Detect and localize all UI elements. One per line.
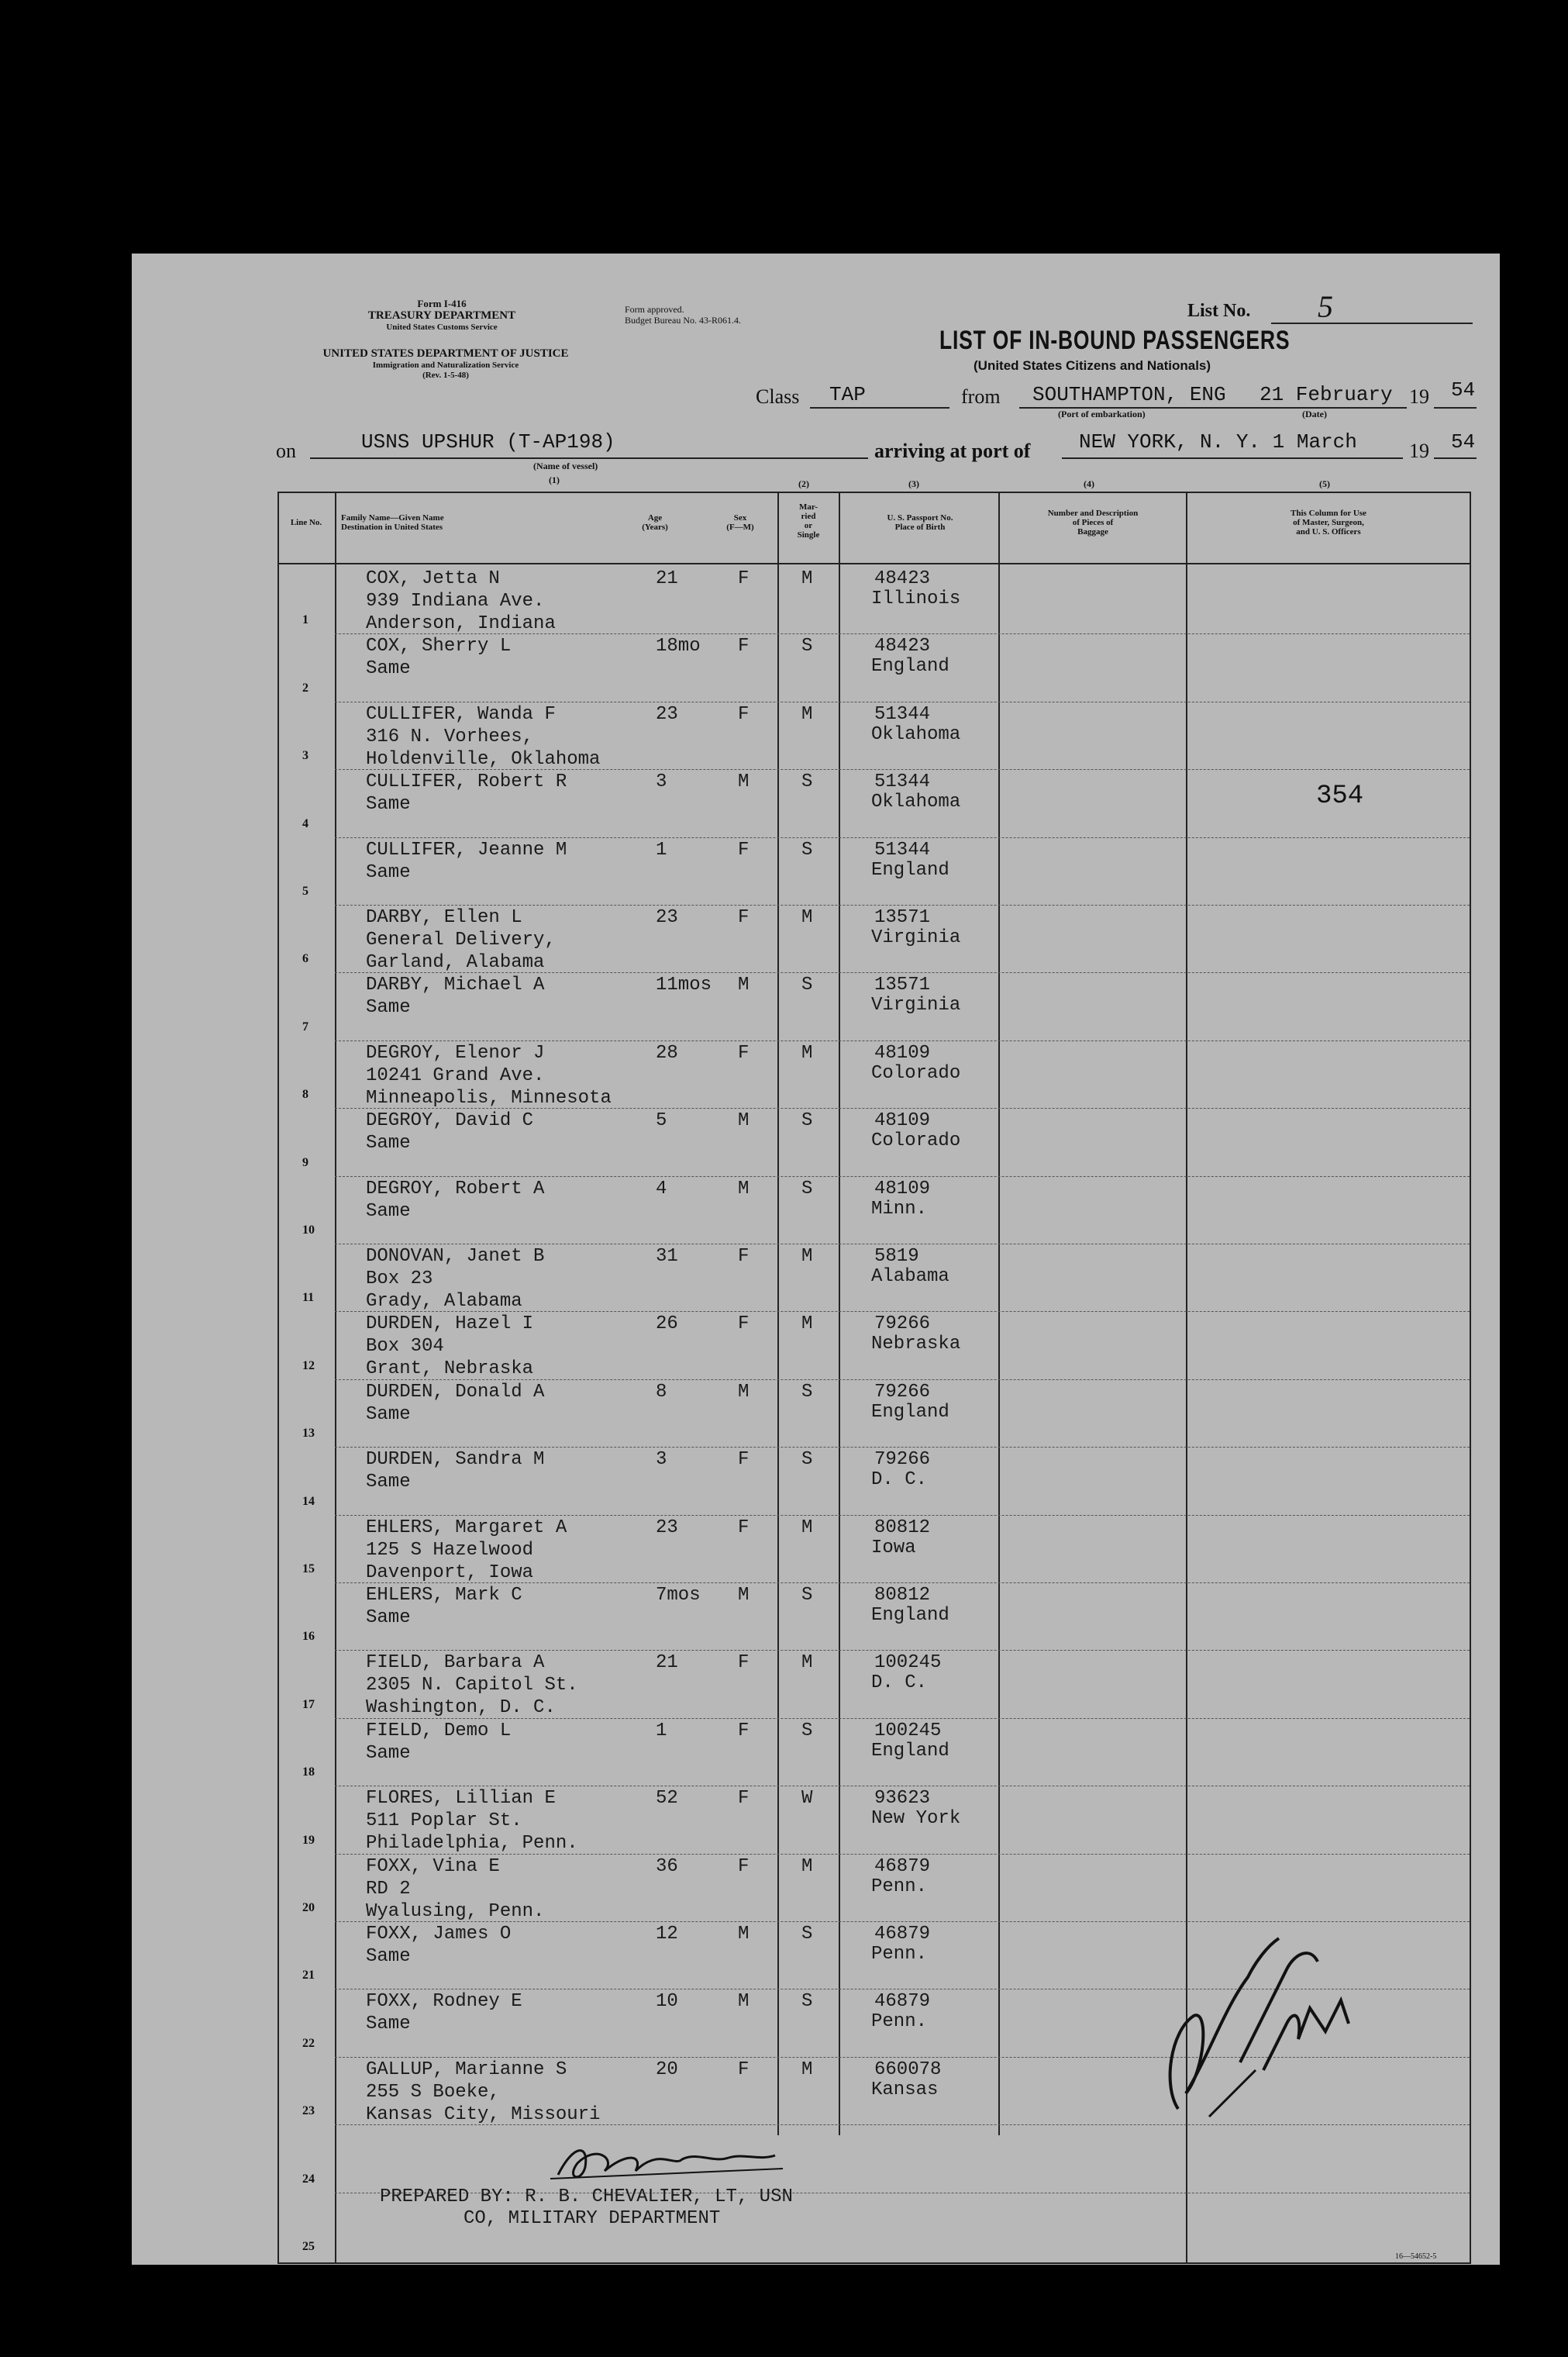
passenger-name: COX, Jetta N: [366, 568, 500, 589]
passenger-marital-status: M: [801, 703, 813, 725]
place-of-birth: Penn.: [871, 2011, 928, 2033]
row-divider: [335, 1718, 1470, 1719]
passenger-age: 26: [656, 1313, 678, 1335]
passenger-sex: M: [738, 1381, 750, 1403]
passenger-age: 36: [656, 1855, 678, 1877]
header-sex: Sex (F—M): [726, 513, 754, 532]
header-age: Age (Years): [642, 513, 668, 532]
place-of-birth: Nebraska: [871, 1334, 961, 1355]
single-col-right-rule: [839, 492, 840, 2135]
year-line: [1434, 407, 1477, 409]
passenger-name: DEGROY, Elenor J: [366, 1042, 545, 1064]
place-of-birth: New York: [871, 1808, 961, 1830]
from-label: from: [961, 385, 1001, 408]
passenger-name: FOXX, Rodney E: [366, 1991, 522, 2013]
passenger-address: Same: [366, 1403, 411, 1425]
passenger-marital-status: S: [801, 1585, 813, 1606]
passenger-address: 2305 N. Capitol St.: [366, 1675, 578, 1696]
passenger-address: Grady, Alabama: [366, 1291, 522, 1312]
header-officers-use: This Column for Use of Master, Surgeon, and U. S. Officers: [1291, 509, 1366, 537]
passenger-sex: F: [738, 907, 750, 928]
passenger-sex: F: [738, 1313, 750, 1335]
line-number: 23: [302, 2104, 315, 2118]
date-caption: (Date): [1302, 409, 1327, 419]
passenger-address: Garland, Alabama: [366, 952, 545, 973]
arrival-year: 54: [1451, 430, 1476, 454]
passenger-marital-status: M: [801, 1855, 813, 1877]
passport-number: 660078: [874, 2058, 942, 2080]
line-number: 10: [302, 1223, 315, 1237]
passenger-address: Same: [366, 658, 411, 680]
passport-number: 51344: [874, 703, 931, 725]
passport-number: 48109: [874, 1110, 931, 1132]
row-divider: [335, 1515, 1470, 1516]
row-divider: [335, 1447, 1470, 1448]
passenger-age: 21: [656, 568, 678, 589]
passenger-age: 18mo: [656, 636, 701, 657]
vessel-name: USNS UPSHUR (T-AP198): [361, 430, 615, 454]
place-of-birth: England: [871, 1740, 949, 1762]
passenger-address: Anderson, Indiana: [366, 613, 556, 634]
passport-number: 48109: [874, 1042, 931, 1064]
place-of-birth: Colorado: [871, 1062, 961, 1084]
passenger-name: DURDEN, Donald A: [366, 1381, 545, 1403]
place-of-birth: Penn.: [871, 1944, 928, 1965]
table-left-rule: [277, 492, 279, 2262]
passenger-name: DURDEN, Sandra M: [366, 1449, 545, 1471]
passenger-sex: M: [738, 1110, 750, 1132]
place-of-birth: Virginia: [871, 927, 961, 948]
departure-date: 21 February: [1260, 383, 1393, 406]
passenger-address: Same: [366, 1742, 411, 1764]
line-number: 1: [302, 613, 308, 627]
passenger-sex: M: [738, 1585, 750, 1606]
passenger-age: 52: [656, 1788, 678, 1810]
passenger-marital-status: S: [801, 1924, 813, 1945]
on-label: on: [276, 440, 296, 462]
passport-number: 100245: [874, 1720, 942, 1741]
chevalier-signature: [543, 2136, 791, 2190]
row-divider: [335, 1379, 1470, 1380]
department-of-justice: UNITED STATES DEPARTMENT OF JUSTICE: [322, 347, 569, 360]
line-number: 21: [302, 1969, 315, 1983]
passenger-sex: M: [738, 1924, 750, 1945]
passenger-address: Same: [366, 997, 411, 1019]
passenger-age: 5: [656, 1110, 667, 1132]
passenger-sex: M: [738, 975, 750, 996]
passenger-age: 4: [656, 1178, 667, 1199]
passenger-address: Same: [366, 1607, 411, 1628]
header-name: Family Name—Given Name Destination in United States: [341, 513, 444, 532]
col-number-2: (2): [798, 478, 809, 489]
passenger-address: 255 S Boeke,: [366, 2081, 500, 2103]
passenger-name: FIELD, Demo L: [366, 1720, 512, 1741]
passenger-marital-status: S: [801, 636, 813, 657]
passenger-name: DARBY, Ellen L: [366, 907, 522, 928]
form-approved: Form approved.: [625, 304, 684, 315]
place-of-birth: Penn.: [871, 1876, 928, 1897]
passenger-age: 28: [656, 1042, 678, 1064]
passenger-address: Minneapolis, Minnesota: [366, 1087, 612, 1109]
col-number-5: (5): [1319, 478, 1330, 489]
passenger-sex: M: [738, 1178, 750, 1199]
place-of-birth: England: [871, 859, 949, 881]
passenger-name: DEGROY, David C: [366, 1110, 534, 1132]
row-divider: [335, 905, 1470, 906]
passenger-marital-status: S: [801, 1449, 813, 1471]
passport-number: 79266: [874, 1313, 931, 1335]
passenger-marital-status: S: [801, 1991, 813, 2013]
passenger-age: 10: [656, 1991, 678, 2013]
passport-number: 80812: [874, 1585, 931, 1606]
vessel-caption: (Name of vessel): [533, 461, 598, 471]
passenger-age: 3: [656, 771, 667, 793]
passenger-sex: F: [738, 1246, 750, 1267]
line-number: 8: [302, 1088, 308, 1102]
line-number: 17: [302, 1697, 315, 1711]
passenger-marital-status: M: [801, 2058, 813, 2080]
passenger-address: Kansas City, Missouri: [366, 2103, 601, 2125]
passenger-age: 23: [656, 703, 678, 725]
place-of-birth: Colorado: [871, 1130, 961, 1152]
prepared-by: PREPARED BY: R. B. CHEVALIER, LT, USN: [380, 2186, 793, 2207]
line-number: 9: [302, 1155, 308, 1169]
passenger-marital-status: M: [801, 568, 813, 589]
passenger-marital-status: S: [801, 771, 813, 793]
passenger-sex: F: [738, 1855, 750, 1877]
header-married-single: Mar- ried or Single: [797, 502, 820, 540]
passenger-sex: F: [738, 568, 750, 589]
passenger-address: General Delivery,: [366, 930, 556, 951]
class-label: Class: [756, 385, 800, 408]
place-of-birth: D. C.: [871, 1469, 928, 1491]
passenger-name: DARBY, Michael A: [366, 975, 545, 996]
line-number: 24: [302, 2172, 315, 2186]
passport-number: 51344: [874, 771, 931, 793]
passenger-name: FOXX, Vina E: [366, 1855, 500, 1877]
line-number: 11: [302, 1291, 315, 1305]
officer-note: 354: [1316, 782, 1364, 811]
passenger-marital-status: S: [801, 839, 813, 861]
passenger-name: CULLIFER, Wanda F: [366, 703, 556, 725]
place-of-birth: Iowa: [871, 1537, 916, 1558]
passenger-marital-status: M: [801, 1313, 813, 1335]
passenger-sex: F: [738, 1720, 750, 1741]
line-no-col-rule: [335, 492, 336, 2262]
prepared-dept: CO, MILITARY DEPARTMENT: [464, 2208, 721, 2229]
passenger-marital-status: S: [801, 975, 813, 996]
passenger-address: Same: [366, 1472, 411, 1493]
passenger-address: Same: [366, 1946, 411, 1967]
line-number: 6: [302, 952, 308, 966]
passport-number: 48109: [874, 1178, 931, 1199]
arrival-port: NEW YORK, N. Y. 1 March: [1079, 430, 1357, 454]
line-number: 20: [302, 1901, 315, 1914]
passenger-sex: F: [738, 1788, 750, 1810]
passenger-marital-status: W: [801, 1788, 813, 1810]
place-of-birth: England: [871, 1605, 949, 1626]
passenger-name: FIELD, Barbara A: [366, 1652, 545, 1674]
passport-number: 48423: [874, 636, 931, 657]
place-of-birth: Oklahoma: [871, 723, 961, 745]
passport-number: 79266: [874, 1449, 931, 1471]
list-no-label: List No.: [1187, 301, 1251, 321]
line-number: 2: [302, 681, 308, 695]
header-line-no: Line No.: [290, 518, 322, 527]
budget-bureau: Budget Bureau No. 43-R061.4.: [625, 315, 741, 326]
passport-number: 46879: [874, 1855, 931, 1877]
line-number: 22: [302, 2036, 315, 2050]
passenger-name: FOXX, James O: [366, 1924, 512, 1945]
passenger-address: 939 Indiana Ave.: [366, 591, 545, 612]
place-of-birth: England: [871, 656, 949, 678]
place-of-birth: Minn.: [871, 1198, 928, 1220]
place-of-birth: Oklahoma: [871, 792, 961, 813]
row-divider: [335, 1854, 1470, 1855]
line-number: 4: [302, 816, 308, 830]
passenger-name: DEGROY, Robert A: [366, 1178, 545, 1199]
passenger-name: EHLERS, Mark C: [366, 1585, 522, 1606]
line-number: 13: [302, 1427, 315, 1441]
passport-col-right-rule: [998, 492, 1000, 2135]
departure-year: 54: [1451, 378, 1476, 402]
passenger-address: 125 S Hazelwood: [366, 1539, 534, 1561]
col-number-3: (3): [908, 478, 919, 489]
passenger-address: Same: [366, 2014, 411, 2035]
passenger-age: 12: [656, 1924, 678, 1945]
passenger-age: 7mos: [656, 1585, 701, 1606]
passport-number: 79266: [874, 1381, 931, 1403]
row-divider: [335, 1040, 1470, 1041]
table-right-rule: [1470, 492, 1471, 2262]
passenger-marital-status: M: [801, 1517, 813, 1538]
row-divider: [335, 1582, 1470, 1583]
place-of-birth: Kansas: [871, 2079, 939, 2100]
passenger-marital-status: S: [801, 1381, 813, 1403]
passenger-age: 1: [656, 839, 667, 861]
passenger-marital-status: S: [801, 1110, 813, 1132]
passenger-address: Holdenville, Oklahoma: [366, 748, 601, 770]
passenger-sex: M: [738, 1991, 750, 2013]
list-subtitle: (United States Citizens and Nationals): [974, 358, 1211, 373]
form-revision: (Rev. 1-5-48): [422, 371, 469, 380]
passenger-sex: F: [738, 1517, 750, 1538]
customs-service: United States Customs Service: [386, 323, 498, 332]
passenger-address: Washington, D. C.: [366, 1697, 556, 1719]
passenger-marital-status: M: [801, 1652, 813, 1674]
place-of-birth: Alabama: [871, 1266, 949, 1287]
passenger-age: 21: [656, 1652, 678, 1674]
passport-number: 100245: [874, 1652, 942, 1674]
passenger-marital-status: M: [801, 1246, 813, 1267]
vessel-col-number: (1): [549, 475, 560, 485]
passport-number: 46879: [874, 1924, 931, 1945]
row-divider: [335, 633, 1470, 634]
passenger-sex: F: [738, 2058, 750, 2080]
passenger-age: 11mos: [656, 975, 712, 996]
passenger-marital-status: S: [801, 1178, 813, 1199]
officer-signature: [1132, 1915, 1364, 2132]
passenger-address: Philadelphia, Penn.: [366, 1833, 578, 1855]
arrival-year-line: [1434, 457, 1477, 459]
passenger-name: DURDEN, Hazel I: [366, 1313, 534, 1335]
passenger-address: 316 N. Vorhees,: [366, 726, 534, 747]
header-bottom-rule: [277, 563, 1471, 564]
passenger-address: Same: [366, 861, 411, 883]
passenger-address: Grant, Nebraska: [366, 1358, 534, 1380]
row-divider: [335, 837, 1470, 838]
arrival-year-prefix: 19: [1409, 440, 1429, 462]
passenger-name: COX, Sherry L: [366, 636, 512, 657]
place-of-birth: England: [871, 1401, 949, 1423]
year-prefix: 19: [1409, 385, 1429, 408]
passenger-address: 511 Poplar St.: [366, 1810, 522, 1832]
line-number: 5: [302, 885, 308, 898]
table-top-rule: [277, 492, 1471, 493]
passenger-age: 31: [656, 1246, 678, 1267]
col-number-4: (4): [1084, 478, 1094, 489]
passenger-name: DONOVAN, Janet B: [366, 1246, 545, 1267]
port-caption: (Port of embarkation): [1058, 409, 1146, 419]
passenger-marital-status: M: [801, 907, 813, 928]
row-divider: [335, 769, 1470, 770]
vessel-line: [310, 457, 868, 459]
class-value: TAP: [829, 383, 866, 406]
passenger-age: 1: [656, 1720, 667, 1741]
row-divider: [335, 1311, 1470, 1312]
passenger-sex: F: [738, 1042, 750, 1064]
passport-number: 93623: [874, 1788, 931, 1810]
passenger-age: 3: [656, 1449, 667, 1471]
footer-code: 16—54652-5: [1395, 2252, 1437, 2261]
list-title: LIST OF IN-BOUND PASSENGERS: [939, 326, 1291, 355]
passenger-address: Same: [366, 794, 411, 816]
passenger-age: 23: [656, 1517, 678, 1538]
passenger-sex: M: [738, 771, 750, 793]
passport-number: 48423: [874, 568, 931, 589]
place-of-birth: Virginia: [871, 995, 961, 1016]
passenger-sex: F: [738, 1652, 750, 1674]
passenger-age: 23: [656, 907, 678, 928]
arriving-label: arriving at port of: [874, 440, 1031, 462]
line-number: 15: [302, 1562, 315, 1575]
passenger-name: CULLIFER, Jeanne M: [366, 839, 567, 861]
passenger-address: Wyalusing, Penn.: [366, 1900, 545, 1922]
passport-number: 13571: [874, 907, 931, 928]
class-line: [810, 407, 949, 409]
passenger-sex: F: [738, 636, 750, 657]
passenger-address: Same: [366, 1200, 411, 1222]
passport-number: 80812: [874, 1517, 931, 1538]
passenger-sex: F: [738, 839, 750, 861]
passenger-marital-status: S: [801, 1720, 813, 1741]
form-number: Form I-416: [417, 298, 467, 309]
embarkation-port: SOUTHAMPTON, ENG: [1032, 383, 1226, 406]
passenger-marital-status: M: [801, 1042, 813, 1064]
list-no-line: [1271, 323, 1473, 324]
line-number: 25: [302, 2240, 315, 2253]
passenger-address: Box 304: [366, 1336, 444, 1358]
line-number: 12: [302, 1358, 315, 1372]
passenger-sex: F: [738, 1449, 750, 1471]
ins-service: Immigration and Naturalization Service: [372, 361, 519, 370]
single-col-left-rule: [777, 492, 779, 2135]
row-divider: [335, 1108, 1470, 1109]
passenger-address: Davenport, Iowa: [366, 1562, 534, 1583]
passenger-age: 20: [656, 2058, 678, 2080]
row-divider: [335, 972, 1470, 973]
passport-number: 51344: [874, 839, 931, 861]
line-number: 19: [302, 1833, 315, 1847]
place-of-birth: D. C.: [871, 1672, 928, 1694]
passenger-age: 8: [656, 1381, 667, 1403]
table-bottom-rule: [277, 2262, 1471, 2264]
passport-number: 13571: [874, 975, 931, 996]
passport-number: 5819: [874, 1246, 919, 1267]
header-passport: U. S. Passport No. Place of Birth: [887, 513, 953, 532]
treasury-department: TREASURY DEPARTMENT: [367, 309, 516, 322]
passenger-address: Same: [366, 1133, 411, 1154]
passenger-address: 10241 Grand Ave.: [366, 1065, 545, 1086]
line-number: 3: [302, 749, 308, 763]
header-baggage: Number and Description of Pieces of Baggage: [1047, 509, 1139, 537]
passenger-name: EHLERS, Margaret A: [366, 1517, 567, 1538]
list-no-value: 5: [1318, 289, 1333, 324]
row-divider: [335, 1650, 1470, 1651]
place-of-birth: Illinois: [871, 588, 961, 609]
passenger-name: CULLIFER, Robert R: [366, 771, 567, 793]
line-number: 16: [302, 1630, 315, 1644]
passenger-address: RD 2: [366, 1878, 411, 1900]
passenger-name: FLORES, Lillian E: [366, 1788, 556, 1810]
passport-number: 46879: [874, 1991, 931, 2013]
date-line: [1252, 407, 1407, 409]
arrival-line: [1062, 457, 1403, 459]
row-divider: [335, 1176, 1470, 1177]
passenger-address: Box 23: [366, 1268, 433, 1289]
line-number: 18: [302, 1765, 315, 1779]
passenger-sex: F: [738, 703, 750, 725]
line-number: 7: [302, 1020, 308, 1034]
line-number: 14: [302, 1494, 315, 1508]
passenger-name: GALLUP, Marianne S: [366, 2058, 567, 2080]
